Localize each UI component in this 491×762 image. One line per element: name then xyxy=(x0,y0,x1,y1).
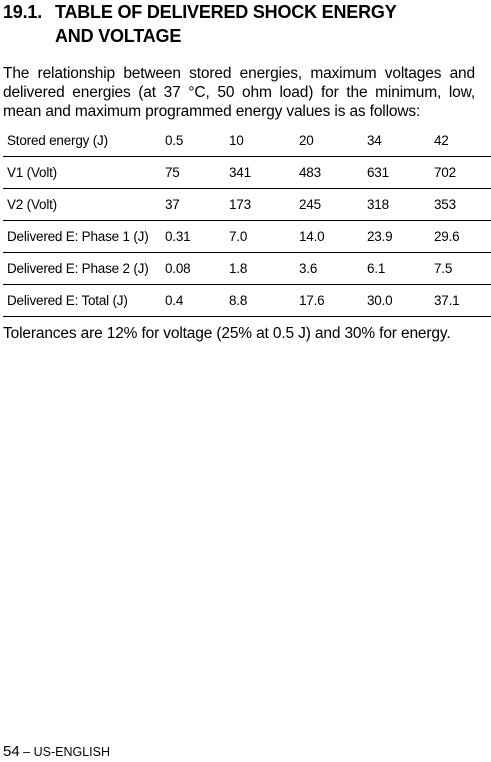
row-label: Delivered E: Phase 2 (J) xyxy=(3,253,165,285)
table-cell: 6.1 xyxy=(367,253,434,285)
table-cell: 17.6 xyxy=(299,285,367,317)
table-cell: 483 xyxy=(299,157,367,189)
table-cell: 42 xyxy=(434,125,491,157)
table-cell: 0.4 xyxy=(165,285,229,317)
tolerance-note: Tolerances are 12% for voltage (25% at 0.5 J) and 30% for energy. xyxy=(3,325,451,342)
intro-paragraph: The relationship between stored energies, maximum voltages and delivered energies (at 37 °C, 50 ohm load) for the minimum, low, mean and maximum programmed energy values is as follows: xyxy=(3,65,475,120)
page-footer xyxy=(3,743,110,761)
table-cell: 1.8 xyxy=(229,253,299,285)
row-label: Delivered E: Phase 1 (J) xyxy=(3,221,165,253)
table-cell: 173 xyxy=(229,189,299,221)
table-cell: 30.0 xyxy=(367,285,434,317)
table-cell: 7.0 xyxy=(229,221,299,253)
table-cell: 0.08 xyxy=(165,253,229,285)
page-number: 54 xyxy=(3,743,20,760)
table-cell: 37.1 xyxy=(434,285,491,317)
table-cell: 37 xyxy=(165,189,229,221)
table-row xyxy=(3,221,491,253)
table-cell: 0.31 xyxy=(165,221,229,253)
table-row xyxy=(3,125,491,157)
section-title-line-1: TABLE OF DELIVERED SHOCK ENERGY xyxy=(55,2,397,22)
table-cell: 29.6 xyxy=(434,221,491,253)
row-label: V2 (Volt) xyxy=(3,189,165,221)
table-cell: 245 xyxy=(299,189,367,221)
table-row xyxy=(3,157,491,189)
energy-voltage-table xyxy=(3,125,491,317)
language-label: – US-ENGLISH xyxy=(19,745,110,759)
table-cell: 8.8 xyxy=(229,285,299,317)
table-cell: 3.6 xyxy=(299,253,367,285)
table-cell: 631 xyxy=(367,157,434,189)
table-cell: 318 xyxy=(367,189,434,221)
section-title xyxy=(55,0,435,48)
table-cell: 7.5 xyxy=(434,253,491,285)
table-row xyxy=(3,253,491,285)
table-row xyxy=(3,189,491,221)
table-cell: 10 xyxy=(229,125,299,157)
table-cell: 341 xyxy=(229,157,299,189)
table-cell: 34 xyxy=(367,125,434,157)
table-cell: 20 xyxy=(299,125,367,157)
row-label: Delivered E: Total (J) xyxy=(3,285,165,317)
table-cell: 14.0 xyxy=(299,221,367,253)
table-cell: 75 xyxy=(165,157,229,189)
row-label: Stored energy (J) xyxy=(3,125,165,157)
table-row xyxy=(3,285,491,317)
table-cell: 702 xyxy=(434,157,491,189)
row-label: V1 (Volt) xyxy=(3,157,165,189)
table-cell: 0.5 xyxy=(165,125,229,157)
table-cell: 353 xyxy=(434,189,491,221)
table-cell: 23.9 xyxy=(367,221,434,253)
section-title-line-2: AND VOLTAGE xyxy=(55,26,182,46)
section-number: 19.1. xyxy=(3,2,43,22)
